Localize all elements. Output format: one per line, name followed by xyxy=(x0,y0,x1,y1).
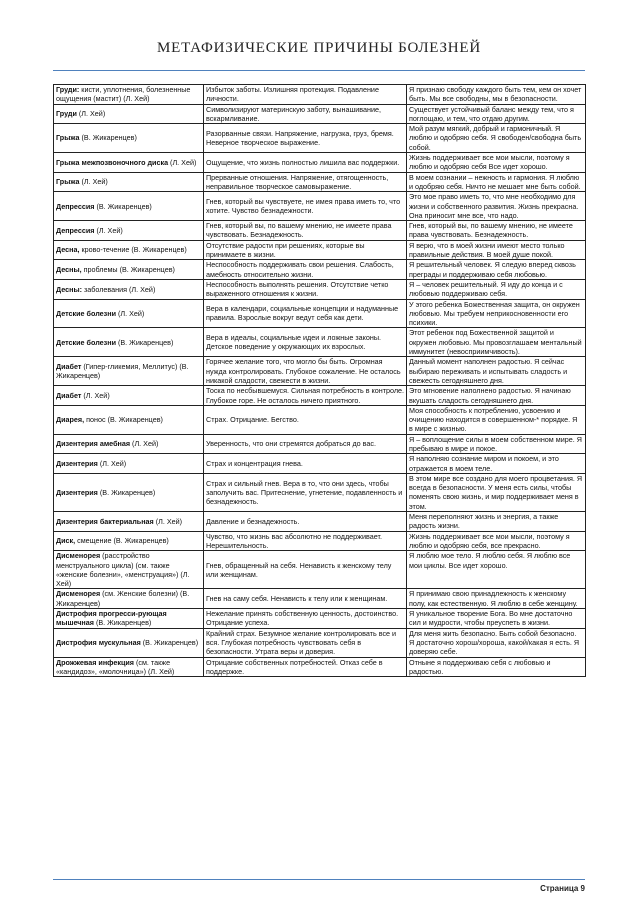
cause-cell: Крайний страх. Безумное желание контролировать все и вся. Глубокая потребность чувствовать себя в безопасности. Утрата веры и доверия. xyxy=(204,628,407,657)
cause-cell: Чувство, что жизнь вас абсолютно не поддерживает. Нерешительность. xyxy=(204,531,407,551)
cause-cell: Горячее желание того, что могло бы быть. Огромная нужда контролировать. Глубокое сожаление. Не осталось никакой сладости, свежести в жизни. xyxy=(204,357,407,386)
affirmation-cell: Этот ребенок под Божественной защитой и окружен любовью. Мы провозглашаем ментальный иммунитет (невосприимчивость). xyxy=(407,328,586,357)
cause-cell: Гнев, обращенный на себя. Ненависть к женскому телу или женщинам. xyxy=(204,551,407,589)
cause-cell: Уверенность, что они стремятся добраться до вас. xyxy=(204,434,407,454)
cause-cell: Нежелание принять собственную ценность, достоинство. Отрицание успеха. xyxy=(204,609,407,629)
table-row xyxy=(54,85,586,105)
condition-cell xyxy=(54,512,204,532)
condition-source: крово-течение (В. Жикаренцев) xyxy=(79,245,187,255)
condition-source: (Л. Хей) xyxy=(94,225,123,235)
condition-cell xyxy=(54,192,204,221)
condition-cell xyxy=(54,153,204,173)
condition-name: Детские болезни xyxy=(56,308,116,318)
table-row xyxy=(54,589,586,609)
condition-name: Дисменорея xyxy=(56,589,101,599)
condition-source: (Л. Хей) xyxy=(97,458,127,468)
condition-source: смещение (В. Жикаренцев) xyxy=(75,536,169,546)
condition-name: Грыжа xyxy=(56,177,80,187)
condition-source: (Гипер-гликемия, Меллитус) (В. Жикаренцев) xyxy=(56,361,189,381)
condition-name: Десны: xyxy=(56,284,82,294)
condition-name: Диск, xyxy=(56,536,76,546)
condition-name: Дизентерия бактериальная xyxy=(56,516,154,526)
condition-source: (Л. Хей) xyxy=(153,516,183,526)
affirmation-cell: Это мое право иметь то, что мне необходимо для жизни и собственного развития. Жизнь прекрасна. Она приносит мне все, что надо. xyxy=(407,192,586,221)
condition-name: Диабет xyxy=(56,361,82,371)
condition-cell xyxy=(54,405,204,434)
condition-cell xyxy=(54,551,204,589)
condition-name: Дизентерия амебная xyxy=(56,439,131,449)
cause-cell: Разорванные связи. Напряжение, нагрузка, груз, бремя. Неверное творческое выражение. xyxy=(204,124,407,153)
condition-source: (В. Жикаренцев) xyxy=(93,618,152,628)
affirmation-cell: Жизнь поддерживает все мои мысли, поэтому я люблю и одобряю себя, все прекрасно. xyxy=(407,531,586,551)
condition-name: Дистрофия мускульная xyxy=(56,637,141,647)
condition-source: кисти, уплотнения, болезненные ощущения (мастит) (Л. Хей) xyxy=(56,85,191,104)
table-row xyxy=(54,473,586,511)
cause-cell: Неспособность поддерживать свои решения. Слабость, амебность относительно жизни. xyxy=(204,260,407,280)
condition-source: заболевания (Л. Хей) xyxy=(81,284,156,294)
affirmation-cell: Гнев, который вы, по вашему мнению, не имеете права чувствовать. Безнадежность. xyxy=(407,221,586,241)
affirmation-cell: Я принимаю свою принадлежность к женскому полу, как естественную. Я люблю в себе женщину. xyxy=(407,589,586,609)
condition-name: Дрожжевая инфекция xyxy=(56,657,134,667)
cause-cell: Избыток заботы. Излишняя протекция. Подавление личности. xyxy=(204,85,407,105)
table-row xyxy=(54,279,586,299)
table-row xyxy=(54,299,586,328)
cause-cell: Страх. Отрицание. Бегство. xyxy=(204,405,407,434)
condition-name: Дистрофия прогресси-рующая мышечная xyxy=(56,609,167,628)
table-row xyxy=(54,657,586,677)
table-row xyxy=(54,454,586,474)
condition-name: Диарея, xyxy=(56,415,85,425)
condition-source: (см. также «кандидоз», «молочница») (Л. Хей) xyxy=(56,657,175,676)
condition-name: Грыжа межпозвоночного диска xyxy=(56,157,169,167)
table-row xyxy=(54,221,586,241)
page-title: МЕТАФИЗИЧЕСКИЕ ПРИЧИНЫ БОЛЕЗНЕЙ xyxy=(156,40,481,56)
table-row xyxy=(54,512,586,532)
affirmation-cell: Существует устойчивый баланс между тем, что я поглощаю, и тем, что отдаю другим. xyxy=(407,104,586,124)
affirmation-cell: Я решительный человек. Я следую вперед сквозь преграды и поддерживаю себя любовью. xyxy=(407,260,586,280)
cause-cell: Давление и безнадежность. xyxy=(204,512,407,532)
condition-name: Десны, xyxy=(56,264,82,274)
table-row xyxy=(54,192,586,221)
condition-cell xyxy=(54,172,204,192)
table-row xyxy=(54,405,586,434)
cause-cell: Вера в календари, социальные концепции и надуманные правила. Взрослые вокруг ведут себя как дети. xyxy=(204,299,407,328)
affirmation-cell: Моя способность к потреблению, усвоению и очищению находится в совершенном-* порядке. Я в мире с жизнью. xyxy=(407,405,586,434)
condition-source: понос (В. Жикаренцев) xyxy=(84,415,163,425)
condition-name: Дизентерия xyxy=(56,458,98,468)
affirmation-cell: Жизнь поддерживает все мои мысли, поэтому я люблю и одобряю себя Все идет хорошо. xyxy=(407,153,586,173)
condition-source: проблемы (В. Жикаренцев) xyxy=(81,264,175,274)
cause-cell: Ощущение, что жизнь полностью лишила вас поддержки. xyxy=(204,153,407,173)
condition-cell xyxy=(54,260,204,280)
table-row xyxy=(54,328,586,357)
condition-cell xyxy=(54,240,204,260)
affirmation-cell: Отныне я поддерживаю себя с любовью и радостью. xyxy=(407,657,586,677)
affirmation-cell: Я наполняю сознание миром и покоем, и это отражается в моем теле. xyxy=(407,454,586,474)
condition-name: Диабет xyxy=(56,390,82,400)
affirmation-cell: Это мгновение наполнено радостью. Я начинаю вкушать сладость сегодняшнего дня. xyxy=(407,386,586,406)
condition-name: Дизентерия xyxy=(56,487,98,497)
page-number: Страница 9 xyxy=(540,884,585,893)
condition-cell xyxy=(54,221,204,241)
cause-cell: Страх и концентрация гнева. xyxy=(204,454,407,474)
affirmation-cell: Мой разум мягкий, добрый и гармоничный. Я люблю и одобряю себя. Я свободен/свободна быть собой. xyxy=(407,124,586,153)
condition-name: Десна, xyxy=(56,245,80,255)
affirmation-cell: Я люблю мое тело. Я люблю себя. Я люблю все мои циклы. Все идет хорошо. xyxy=(407,551,586,589)
condition-cell xyxy=(54,589,204,609)
condition-cell xyxy=(54,531,204,551)
condition-cell xyxy=(54,299,204,328)
condition-cell xyxy=(54,328,204,357)
cause-cell: Неспособность выполнять решения. Отсутствие четко выраженного отношения к жизни. xyxy=(204,279,407,299)
condition-name: Депрессия xyxy=(56,225,95,235)
cause-cell: Вера в идеалы, социальные идеи и ложные законы. Детское поведение у окружающих их взрослых. xyxy=(204,328,407,357)
condition-cell xyxy=(54,657,204,677)
table-row xyxy=(54,153,586,173)
condition-source: (Л. Хей) xyxy=(116,308,145,318)
table-row xyxy=(54,357,586,386)
affirmation-cell: Данный момент наполнен радостью. Я сейчас выбираю переживать и испытывать сладость и свежесть сегодняшнего дня. xyxy=(407,357,586,386)
table-row xyxy=(54,609,586,629)
cause-cell: Отрицание собственных потребностей. Отказ себе в поддержке. xyxy=(204,657,407,677)
condition-source: (В. Жикаренцев) xyxy=(116,337,174,347)
condition-cell xyxy=(54,85,204,105)
table-row xyxy=(54,124,586,153)
affirmation-cell: В моем сознании – нежность и гармония. Я люблю и одобряю себя. Ничто не мешает мне быть собой. xyxy=(407,172,586,192)
condition-source: (расстройство менструального цикла) (см. также «женские болезни», «менструация») (Л. Хей) xyxy=(56,551,190,589)
condition-cell xyxy=(54,357,204,386)
condition-cell xyxy=(54,473,204,511)
condition-name: Груди xyxy=(56,109,77,119)
cause-cell: Прерванные отношения. Напряжение, отягощенность, неправильное творческое самовыражение. xyxy=(204,172,407,192)
affirmation-cell: Для меня жить безопасно. Быть собой безопасно. Я достаточно хорош/хороша, какой/какая я есть. Я доверяю себе. xyxy=(407,628,586,657)
condition-source: (В. Жикаренцев) xyxy=(97,487,156,497)
condition-source: (Л. Хей) xyxy=(130,439,159,449)
condition-cell xyxy=(54,454,204,474)
table-row xyxy=(54,260,586,280)
affirmation-cell: Я – человек решительный. Я иду до конца и с любовью поддерживаю себя. xyxy=(407,279,586,299)
condition-source: (В. Жикаренцев) xyxy=(79,133,137,143)
condition-source: (Л. Хей) xyxy=(76,109,106,119)
condition-source: (В. Жикаренцев) xyxy=(94,201,152,211)
affirmation-cell: Я – воплощение силы в моем собственном мире. Я пребываю в мире и покое. xyxy=(407,434,586,454)
cause-cell: Страх и сильный гнев. Вера в то, что они здесь, чтобы заполучить вас. Притеснение, угнетение, подавленность и безнадежность. xyxy=(204,473,407,511)
affirmation-cell: У этого ребенка Божественная защита, он окружен любовью. Мы требуем неприкосновенности его психики. xyxy=(407,299,586,328)
affirmation-cell: В этом мире все создано для моего процветания. Я всегда в безопасности. У меня есть силы, чтобы поменять свою жизнь, и мир поддерживает меня в этом. xyxy=(407,473,586,511)
condition-cell xyxy=(54,104,204,124)
affirmation-cell: Я верю, что в моей жизни имеют место только правильные действия. В моей душе покой. xyxy=(407,240,586,260)
title-rule xyxy=(53,70,585,71)
footer-rule xyxy=(53,879,585,880)
affirmation-cell: Я признаю свободу каждого быть тем, кем он хочет быть. Мы все свободны, мы в безопасности. xyxy=(407,85,586,105)
condition-cell xyxy=(54,386,204,406)
condition-source: (В. Жикаренцев) xyxy=(140,637,199,647)
condition-cell xyxy=(54,434,204,454)
condition-cell xyxy=(54,124,204,153)
condition-name: Грыжа xyxy=(56,133,80,143)
affirmation-cell: Я уникальное творение Бога. Во мне достаточно сил и мудрости, чтобы преуспеть в жизни. xyxy=(407,609,586,629)
condition-source: (см. Женские болезни) (В. Жикаренцев) xyxy=(56,589,190,608)
cause-cell: Гнев, который вы чувствуете, не имея права иметь то, что хотите. Чувство безнадежности. xyxy=(204,192,407,221)
disease-causes-table xyxy=(53,84,586,677)
table-row xyxy=(54,628,586,657)
cause-cell: Символизируют материнскую заботу, вынашивание, вскармливание. xyxy=(204,104,407,124)
condition-cell xyxy=(54,279,204,299)
condition-source: (Л. Хей) xyxy=(81,390,110,400)
cause-cell: Гнев, который вы, по вашему мнению, не имеете права чувствовать. Безнадежность. xyxy=(204,221,407,241)
table-row xyxy=(54,386,586,406)
condition-cell xyxy=(54,609,204,629)
cause-cell: Тоска по несбывшемуся. Сильная потребность в контроле. Глубокое горе. Не осталось ничего приятного. xyxy=(204,386,407,406)
table-row xyxy=(54,172,586,192)
condition-source: (Л. Хей) xyxy=(79,177,108,187)
cause-cell: Отсутствие радости при решениях, которые вы принимаете в жизни. xyxy=(204,240,407,260)
condition-cell xyxy=(54,628,204,657)
table-row xyxy=(54,551,586,589)
condition-name: Детские болезни xyxy=(56,337,116,347)
condition-name: Дисменорея xyxy=(56,551,101,561)
affirmation-cell: Меня переполняют жизнь и энергия, а также радость жизни. xyxy=(407,512,586,532)
condition-name: Груди: xyxy=(56,85,80,94)
condition-name: Депрессия xyxy=(56,201,95,211)
table-row xyxy=(54,434,586,454)
condition-source: (Л. Хей) xyxy=(168,157,197,167)
table-row xyxy=(54,531,586,551)
table-row xyxy=(54,240,586,260)
cause-cell: Гнев на саму себя. Ненависть к телу или к женщинам. xyxy=(204,589,407,609)
table-row xyxy=(54,104,586,124)
